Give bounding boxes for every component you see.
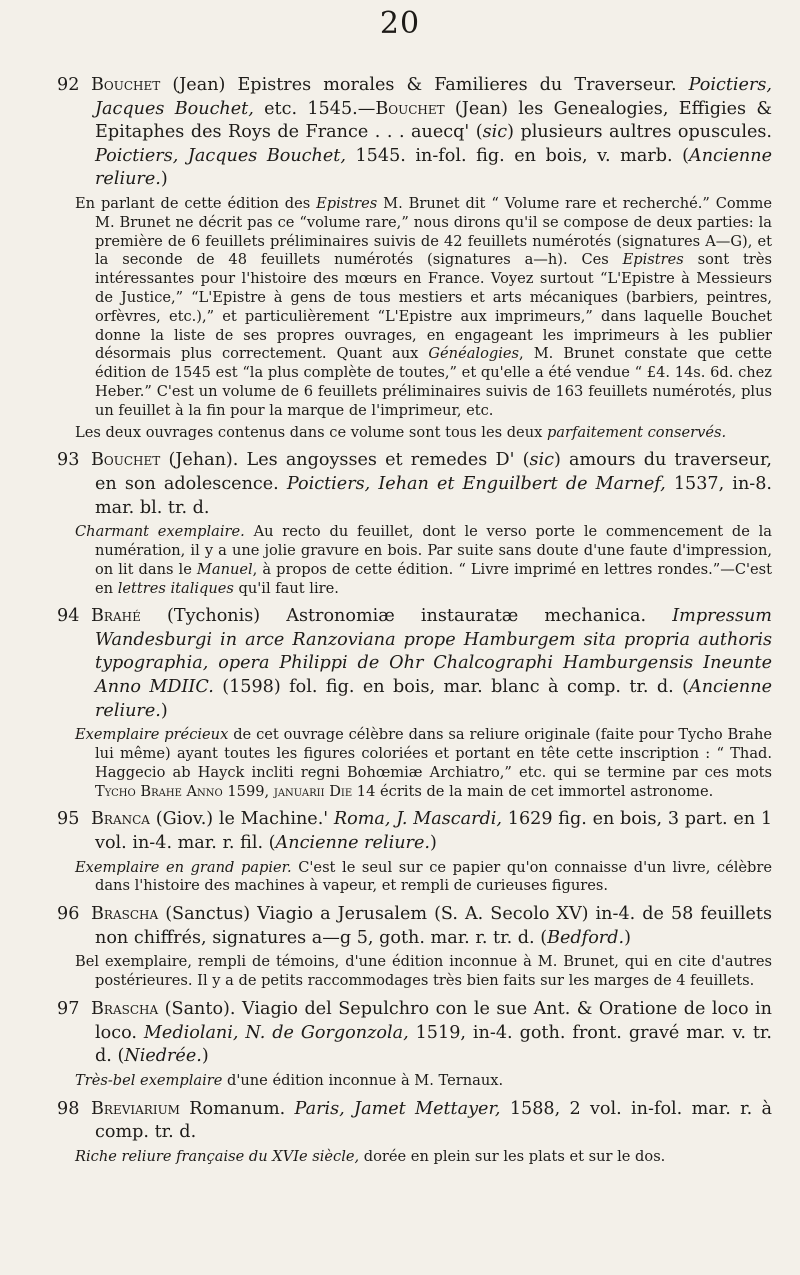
entry-heading-text: sic bbox=[482, 122, 508, 143]
entry-note-text: M. Brunet dit “ Volume rare et recherché.” Comme M. Brunet ne décrit pas ce “volume rare,” nous dirons qu'il se compose de deux parties: la première de 6 feuillets préliminaires suivis de 42 feuillets numérotés (signatures A—G), et la seconde de 48 feuillets numérotés (signatures a—h). Ces bbox=[95, 194, 772, 269]
entry-heading-text: 1629 fig. en bois, 3 part. en 1 vol. in-4. mar. r. fil. ( bbox=[95, 809, 773, 854]
entry-heading-text: (Sanctus) Viagio a Jerusalem (S. A. Secolo XV) in-4. de 58 feuillets non chiffrés, signatures a—g 5, goth. mar. r. tr. d. ( bbox=[95, 904, 772, 948]
entry-heading-text: Ancienne reliure. bbox=[95, 145, 772, 190]
entry-heading-text: (Santo). Viagio del Sepulchro con le sue Ant. & Oratione de loco in loco. bbox=[95, 999, 772, 1043]
entry-note-text: d'une édition inconnue à M. Ternaux. bbox=[222, 1071, 504, 1089]
entry-note-text: Epistres bbox=[316, 194, 378, 212]
entry-heading-text: Roma, J. Mascardi, bbox=[333, 809, 503, 830]
entry-note bbox=[57, 859, 772, 897]
entry-author: Brascha bbox=[91, 904, 159, 925]
catalogue-entry bbox=[57, 903, 772, 991]
entry-note-text: Exemplaire en grand papier. bbox=[75, 858, 292, 876]
entry-heading-text: 1545. in-fol. fig. en bois, v. marb. ( bbox=[345, 145, 689, 166]
entry-note-text: 14 écrits de la main de cet immortel astronome. bbox=[352, 782, 714, 800]
entry-heading bbox=[57, 74, 772, 192]
entry-note-text: Manuel bbox=[196, 560, 253, 578]
entry-heading-text: (Giov.) le Machine.' bbox=[149, 809, 334, 830]
catalogue-entry bbox=[57, 808, 772, 896]
entry-note-text: Très-bel exemplaire bbox=[75, 1071, 223, 1089]
entry-heading-text: Romanum. bbox=[179, 1098, 295, 1119]
entry-heading-text: Paris, Jamet Mettayer, bbox=[294, 1098, 501, 1119]
entry-heading-text: Mediolani, N. de Gorgonzola, bbox=[143, 1022, 409, 1043]
entry-number: 95 bbox=[57, 809, 80, 830]
entry-note bbox=[57, 424, 772, 443]
entry-heading-text: (Jean) les Genealogies, Effigies & Epitaphes des Roys de France . . . auecq' ( bbox=[95, 98, 772, 143]
entry-note-text: Au recto du feuillet, dont le verso porte le commencement de la numération, il y a une jolie gravure en bois. Par suite sans doute d'une faute d'impression, on lit dans le bbox=[95, 523, 773, 578]
entry-note-text: qu'il faut lire. bbox=[233, 579, 339, 597]
entry-note-text: januarii Die bbox=[273, 782, 353, 800]
catalogue-entries bbox=[57, 74, 772, 1174]
entry-heading-text: Ancienne reliure. bbox=[95, 677, 773, 721]
entry-heading-text: 1519, in-4. goth. front. gravé mar. v. tr. d. ( bbox=[95, 1022, 772, 1067]
entry-heading-text: Niedrée. bbox=[124, 1046, 202, 1067]
entry-note-text: En parlant de cette édition des bbox=[75, 194, 317, 212]
entry-number: 92 bbox=[57, 75, 80, 95]
entry-heading-text: (Jean) Epistres morales & Familieres du Traverseur. bbox=[160, 75, 689, 95]
entry-note-text: C'est le seul sur ce papier qu'on connaisse d'un livre, célèbre dans l'histoire des machines à vapeur, et rempli de curieuses figures. bbox=[95, 858, 773, 895]
entry-note-text: de cet ouvrage célèbre dans sa reliure originale (faite pour Tycho Brahe lui même) ayant toutes les figures coloriées et portant en tête cette inscription : “ Thad. Haggecio ab Hayck incliti regni Bohœmiæ Archiatro,” etc. qui se termine par ces mots bbox=[95, 726, 772, 781]
entry-note-text: dorée en plein sur les plats et sur le dos. bbox=[359, 1147, 666, 1165]
entry-note-text: Bel exemplaire, rempli de témoins, d'une édition inconnue à M. Brunet, qui en cite d'autres postérieures. Il y a de petits raccommodages très bien faits sur les marges de 4 feuillets. bbox=[75, 953, 772, 990]
entry-heading-text: (1598) fol. fig. en bois, mar. blanc à comp. tr. d. ( bbox=[213, 677, 689, 698]
entry-note-text: 1599, bbox=[222, 782, 274, 800]
page-number: 20 bbox=[379, 6, 421, 41]
entry-heading-text: ) bbox=[201, 1046, 209, 1067]
entry-heading bbox=[57, 903, 772, 950]
entry-heading-text: (Tychonis) Astronomiæ instauratæ mechanica. bbox=[140, 606, 673, 627]
catalogue-entry bbox=[57, 449, 772, 598]
entry-note-text: parfaitement conservés. bbox=[546, 423, 727, 441]
entry-heading-text: Bedford. bbox=[547, 927, 625, 948]
entry-heading-text: etc. 1545.— bbox=[253, 98, 376, 119]
entry-heading bbox=[57, 1098, 772, 1145]
entry-heading-text: Bouchet bbox=[375, 98, 445, 119]
entry-heading-text: ) plusieurs aultres opuscules. bbox=[507, 122, 772, 143]
entry-heading-text: ) amours du traverseur, en son adolescence. bbox=[95, 450, 773, 494]
entry-note-text: Epistres bbox=[622, 251, 684, 269]
entry-heading-text: ) bbox=[624, 927, 631, 948]
entry-heading bbox=[57, 998, 772, 1069]
entry-note bbox=[57, 523, 772, 598]
catalogue-entry bbox=[57, 605, 772, 801]
entry-note-text: Charmant exemplaire. bbox=[75, 523, 245, 541]
entry-number: 94 bbox=[57, 606, 80, 627]
entry-heading bbox=[57, 808, 772, 855]
entry-note bbox=[57, 1148, 772, 1167]
entry-heading-text: ) bbox=[429, 833, 437, 854]
entry-note bbox=[57, 1072, 772, 1091]
entry-author: Bouchet bbox=[91, 450, 161, 471]
entry-note bbox=[57, 195, 772, 421]
entry-note-text: , M. Brunet constate que cette édition de 1545 est “la plus complète de toutes,” et qu'elle a été vendue “ £4. 14s. 6d. chez Heber.” C'est un volume de 6 feuillets préliminaires suivis de 163 feuillets numérotés, plus un feuillet à la fin pour la marque de l'imprimeur, etc. bbox=[95, 345, 772, 419]
entry-heading-text: (Jehan). Les angoysses et remedes D' ( bbox=[160, 450, 530, 471]
entry-heading-text: Impressum Wandesburgi in arce Ranzoviana prope Hamburgem sita propria authoris typographia, opera Philippi de Ohr Chalcographi Hamburgensis Ineunte Anno MDIIC. bbox=[95, 606, 772, 698]
entry-heading-text: Poictiers, Iehan et Enguilbert de Marnef, bbox=[286, 473, 666, 494]
entry-author: Breviarium bbox=[91, 1098, 180, 1119]
entry-note-text: Les deux ouvrages contenus dans ce volume sont tous les deux bbox=[75, 423, 547, 441]
entry-note-text: Généalogies bbox=[428, 345, 520, 363]
entry-note-text: Riche reliure française du XVIe siècle, bbox=[75, 1147, 360, 1165]
entry-note bbox=[57, 953, 772, 991]
catalogue-entry bbox=[57, 998, 772, 1091]
catalogue-entry bbox=[57, 1098, 772, 1167]
entry-number: 97 bbox=[57, 999, 80, 1020]
entry-heading-text: sic bbox=[529, 450, 554, 471]
entry-heading-text: ) bbox=[160, 700, 168, 721]
entry-note-text: sont très intéressantes pour l'histoire des mœurs en France. Voyez surtout “L'Epistre à Messieurs de Justice,” “L'Epistre à gens de tous mestiers et arts mécaniques (barbiers, peintres, orfèvres, etc.),” et particulièrement “L'Epistre aux imprimeurs,” dans laquelle Bouchet donne la liste de ses propres ouvrages, en engageant les imprimeurs à les publier désormais plus correctement. Quant aux bbox=[95, 251, 772, 363]
entry-author: Brascha bbox=[91, 999, 159, 1020]
entry-number: 96 bbox=[57, 904, 80, 925]
entry-heading-text: Ancienne reliure. bbox=[275, 833, 430, 854]
entry-heading bbox=[57, 605, 772, 723]
catalogue-entry bbox=[57, 74, 772, 442]
entry-author: Branca bbox=[91, 809, 150, 830]
entry-note bbox=[57, 726, 772, 801]
entry-note-text: Tycho Brahe Anno bbox=[95, 782, 223, 800]
entry-number: 93 bbox=[57, 450, 80, 471]
entry-heading-text: Poictiers, Jacques Bouchet, bbox=[95, 75, 772, 119]
entry-number: 98 bbox=[57, 1098, 80, 1119]
entry-heading-text: Poictiers, Jacques Bouchet, bbox=[95, 145, 346, 166]
entry-note-text: , à propos de cette édition. “ Livre imprimé en lettres rondes.”—C'est en bbox=[95, 560, 772, 597]
entry-note-text: lettres italiques bbox=[117, 579, 234, 597]
entry-heading-text: 1588, 2 vol. in-fol. mar. r. à comp. tr. d. bbox=[95, 1098, 772, 1143]
entry-author: Brahé bbox=[91, 606, 141, 627]
entry-author: Bouchet bbox=[91, 75, 161, 95]
entry-note-text: Exemplaire précieux bbox=[75, 726, 229, 744]
entry-heading-text: ) bbox=[160, 169, 168, 190]
entry-heading bbox=[57, 449, 772, 520]
entry-heading-text: 1537, in-8. mar. bl. tr. d. bbox=[95, 473, 773, 518]
